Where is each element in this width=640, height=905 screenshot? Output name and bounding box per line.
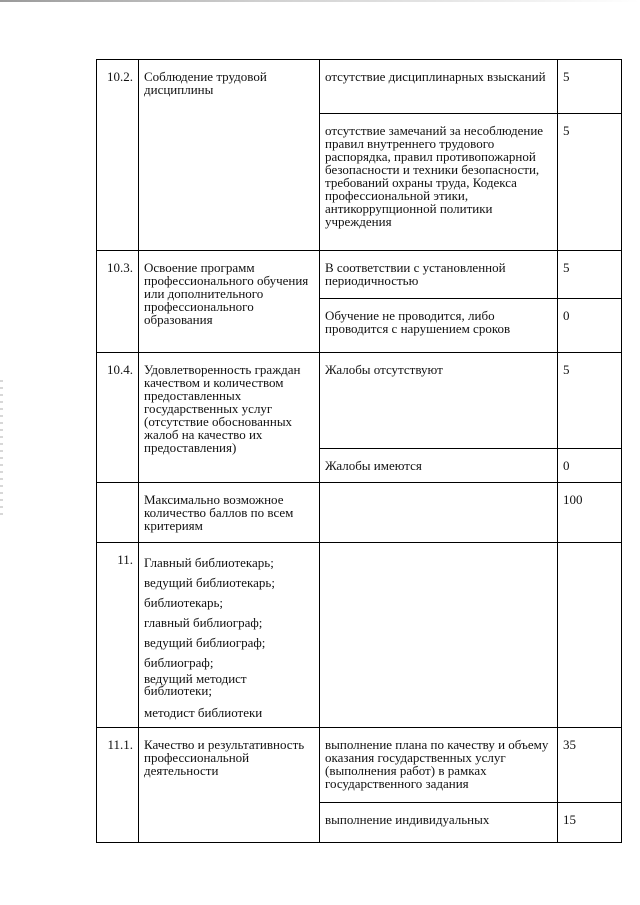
row-title: Удовлетворенность граждан качеством и количеством предоставленных государственных услуг (отсутствие обоснованных жалоб на качество их предоставления) xyxy=(139,353,320,483)
position-item: главный библиограф; xyxy=(144,615,263,630)
criterion-text: В соответствии с установленной периодичностью xyxy=(320,251,558,299)
criterion-text: Жалобы отсутствуют xyxy=(320,353,558,449)
table-row xyxy=(97,728,622,803)
total-score: 100 xyxy=(558,483,622,543)
criterion-score: 5 xyxy=(558,114,622,251)
row-title: Качество и результативность профессиональной деятельности xyxy=(139,728,320,843)
criterion-text-empty xyxy=(320,483,558,543)
position-item: библиотекарь; xyxy=(144,595,224,610)
criterion-score: 35 xyxy=(558,728,622,803)
table-row xyxy=(97,543,622,728)
scan-top-edge xyxy=(0,0,640,2)
total-title: Максимально возможное количество баллов по всем критериям xyxy=(139,483,320,543)
criterion-score: 5 xyxy=(558,353,622,449)
scan-binding-marks xyxy=(0,380,3,520)
table-row xyxy=(97,60,622,114)
criterion-text: выполнение индивидуальных xyxy=(320,803,558,843)
row-number-empty xyxy=(97,483,139,543)
row-number: 10.2. xyxy=(97,60,139,251)
criterion-text: Жалобы имеются xyxy=(320,449,558,483)
row-number: 11. xyxy=(97,543,139,728)
criterion-score: 0 xyxy=(558,299,622,353)
criterion-text: отсутствие замечаний за несоблюдение правил внутреннего трудового распорядка, правил противопожарной безопасности и техники безопасности, требований охраны труда, Кодекса профессиональной этики, антикоррупционной политики учреждения xyxy=(320,114,558,251)
table-row xyxy=(97,251,622,299)
position-item: Главный библиотекарь; xyxy=(144,555,274,570)
row-number: 10.4. xyxy=(97,353,139,483)
criterion-score: 15 xyxy=(558,803,622,843)
positions-list xyxy=(139,543,320,728)
position-item: ведущий библиограф; xyxy=(144,635,266,650)
row-number: 10.3. xyxy=(97,251,139,353)
position-item: ведущий библиотекарь; xyxy=(144,575,275,590)
row-title: Освоение программ профессионального обучения или дополнительного профессионального образования xyxy=(139,251,320,353)
criterion-text-empty xyxy=(320,543,558,728)
position-item: библиограф; xyxy=(144,655,214,670)
row-title: Соблюдение трудовой дисциплины xyxy=(139,60,320,251)
row-number: 11.1. xyxy=(97,728,139,843)
position-item: ведущий методист библиотеки; xyxy=(144,671,247,698)
table-row xyxy=(97,353,622,449)
criterion-text: выполнение плана по качеству и объему оказания государственных услуг (выполнения работ) в рамках государственного задания xyxy=(320,728,558,803)
criterion-score-empty xyxy=(558,543,622,728)
criteria-table xyxy=(96,59,622,843)
table-row-total xyxy=(97,483,622,543)
criterion-score: 0 xyxy=(558,449,622,483)
criterion-score: 5 xyxy=(558,251,622,299)
criterion-text: Обучение не проводится, либо проводится с нарушением сроков xyxy=(320,299,558,353)
position-item: методист библиотеки xyxy=(144,705,263,720)
criterion-score: 5 xyxy=(558,60,622,114)
criterion-text: отсутствие дисциплинарных взысканий xyxy=(320,60,558,114)
